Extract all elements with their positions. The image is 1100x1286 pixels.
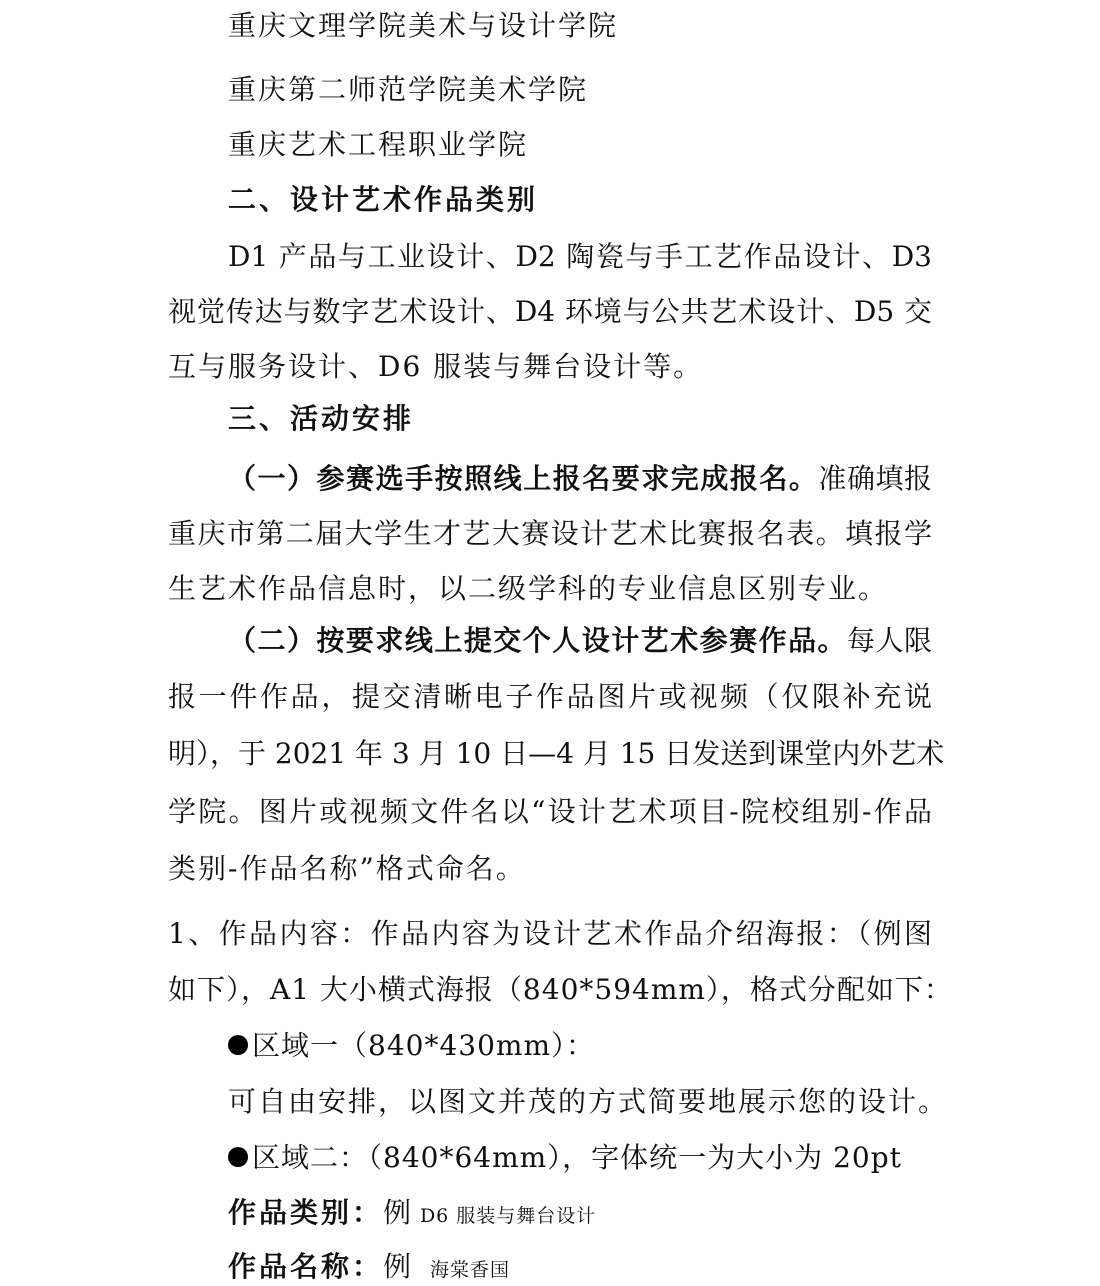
paragraph-line: 1、作品内容：作品内容为设计艺术作品介绍海报：（例图 xyxy=(168,917,932,950)
paragraph-line: 类别-作品名称”格式命名。 xyxy=(168,852,526,885)
paragraph-line: 明），于 2021 年 3 月 10 日—4 月 15 日发送到课堂内外艺术 xyxy=(168,737,945,770)
paragraph-line xyxy=(228,462,932,495)
paragraph-line xyxy=(228,624,932,657)
name-label: 作品名称： xyxy=(228,1250,384,1283)
college-line-1: 重庆文理学院美术与设计学院 xyxy=(228,9,619,42)
bullet-icon xyxy=(228,1035,248,1055)
college-line-2: 重庆第二师范学院美术学院 xyxy=(228,73,589,106)
paragraph-line: 学院。图片或视频文件名以“设计艺术项目-院校组别-作品 xyxy=(168,795,932,828)
paragraph-line: 互与服务设计、D6 服装与舞台设计等。 xyxy=(168,350,704,383)
category-example-line xyxy=(228,1196,597,1229)
paragraph-text: 每人限 xyxy=(847,624,932,657)
paragraph-line: 重庆市第二届大学生才艺大赛设计艺术比赛报名表。填报学 xyxy=(168,517,932,550)
section-heading-3: 三、活动安排 xyxy=(228,402,415,435)
name-example-line xyxy=(228,1250,510,1283)
bullet-item-1 xyxy=(228,1029,595,1062)
section-heading-2: 二、设计艺术作品类别 xyxy=(228,183,539,216)
paragraph-line: 报一件作品，提交清晰电子作品图片或视频（仅限补充说 xyxy=(168,680,932,713)
name-value: 海棠香国 xyxy=(429,1259,510,1281)
paragraph-line: 视觉传达与数字艺术设计、D4 环境与公共艺术设计、D5 交 xyxy=(168,295,932,328)
bullet-item-2 xyxy=(228,1141,902,1174)
category-example-prefix: 例 xyxy=(383,1196,412,1229)
category-label: 作品类别： xyxy=(228,1196,384,1229)
category-value: D6 服装与舞台设计 xyxy=(419,1205,597,1227)
paragraph-line: 生艺术作品信息时，以二级学科的专业信息区别专业。 xyxy=(168,572,889,605)
bullet-icon xyxy=(228,1147,248,1167)
paragraph-text: 准确填报 xyxy=(818,462,932,495)
bullet-text: 区域二：（840*64mm），字体统一为大小为 20pt xyxy=(252,1141,902,1174)
subheading-2: （二）按要求线上提交个人设计艺术参赛作品。 xyxy=(228,624,848,657)
bullet-description: 可自由安排，以图文并茂的方式简要地展示您的设计。 xyxy=(228,1085,949,1118)
name-example-prefix: 例 xyxy=(383,1250,412,1283)
paragraph-line: D1 产品与工业设计、D2 陶瓷与手工艺作品设计、D3 xyxy=(228,240,932,273)
college-line-3: 重庆艺术工程职业学院 xyxy=(228,128,529,161)
bullet-text: 区域一（840*430mm）： xyxy=(252,1029,595,1062)
paragraph-line: 如下），A1 大小横式海报（840*594mm），格式分配如下： xyxy=(168,973,953,1006)
subheading-1: （一）参赛选手按照线上报名要求完成报名。 xyxy=(228,462,819,495)
